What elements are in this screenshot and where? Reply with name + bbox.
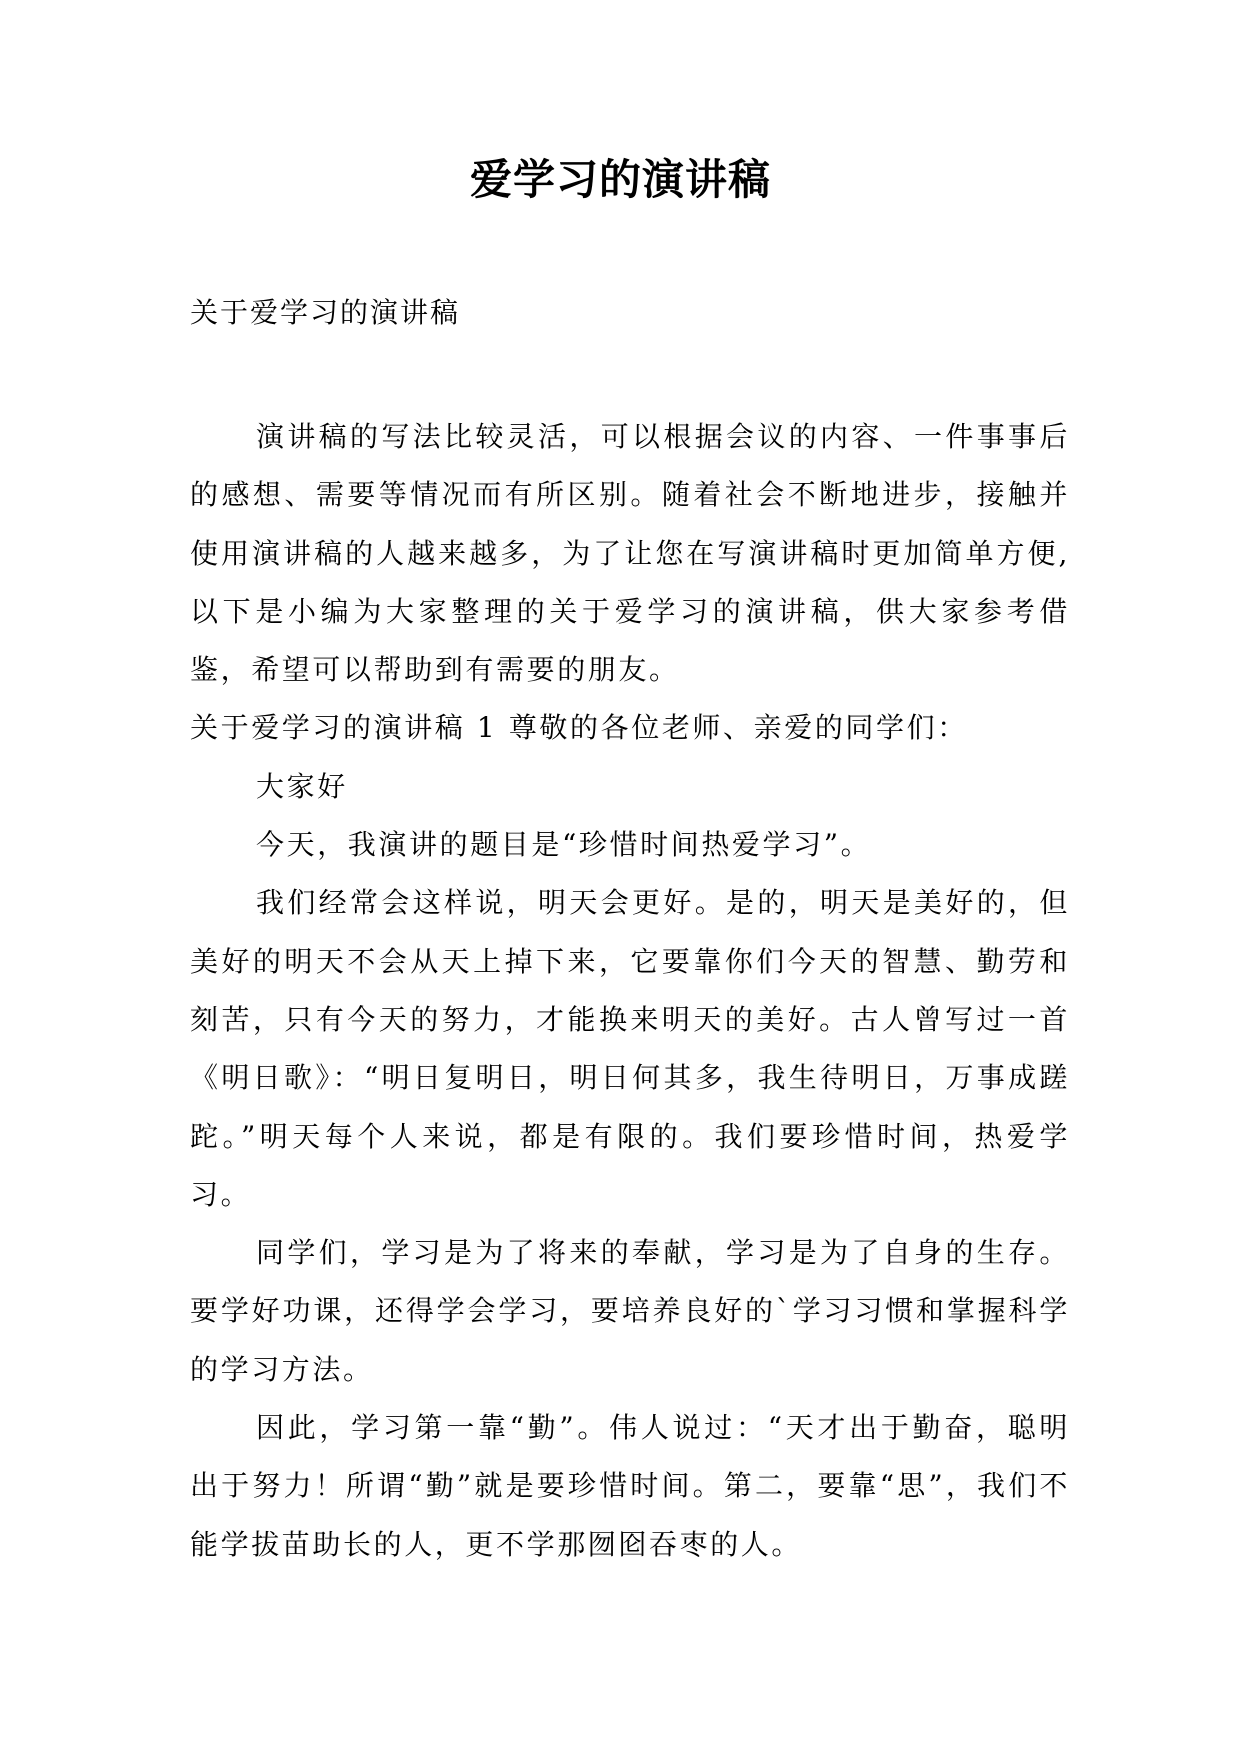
document-subtitle: 关于爱学习的演讲稿 (190, 296, 461, 329)
paragraph-diligence: 因此，学习第一靠“勤”。伟人说过：“天才出于勤奋，聪明出于努力！所谓“勤”就是要珍惜时间。第二，要靠“思”，我们不能学拔苗助长的人，更不学那囫囵吞枣的人。 (190, 1411, 1070, 1561)
paragraph-intro: 演讲稿的写法比较灵活，可以根据会议的内容、一件事事后的感想、需要等情况而有所区别。随着社会不断地进步，接触并使用演讲稿的人越来越多，为了让您在写演讲稿时更加简单方便,以下是小编为大家整理的关于爱学习的演讲稿，供大家参考借鉴，希望可以帮助到有需要的朋友。 (190, 420, 1070, 687)
document-title: 爱学习的演讲稿 (469, 155, 771, 204)
paragraph-speech-heading: 关于爱学习的演讲稿 1 尊敬的各位老师、亲爱的同学们： (190, 711, 968, 745)
paragraph-tomorrow: 我们经常会这样说，明天会更好。是的，明天是美好的，但美好的明天不会从天上掉下来，它要靠你们今天的智慧、勤劳和刻苦，只有今天的努力，才能换来明天的美好。古人曾写过一首《明日歌》：“明日复明日，明日何其多，我生待明日，万事成蹉跎。”明天每个人来说，都是有限的。我们要珍惜时间，热爱学习。 (190, 886, 1070, 1211)
document-body (190, 408, 1070, 1574)
paragraph-study-purpose: 同学们，学习是为了将来的奉献，学习是为了自身的生存。要学好功课，还得学会学习，要培养良好的`学习习惯和掌握科学的学习方法。 (190, 1236, 1070, 1386)
paragraph-topic: 今天，我演讲的题目是“珍惜时间热爱学习”。 (256, 828, 872, 862)
paragraph-greeting: 大家好 (256, 769, 348, 803)
